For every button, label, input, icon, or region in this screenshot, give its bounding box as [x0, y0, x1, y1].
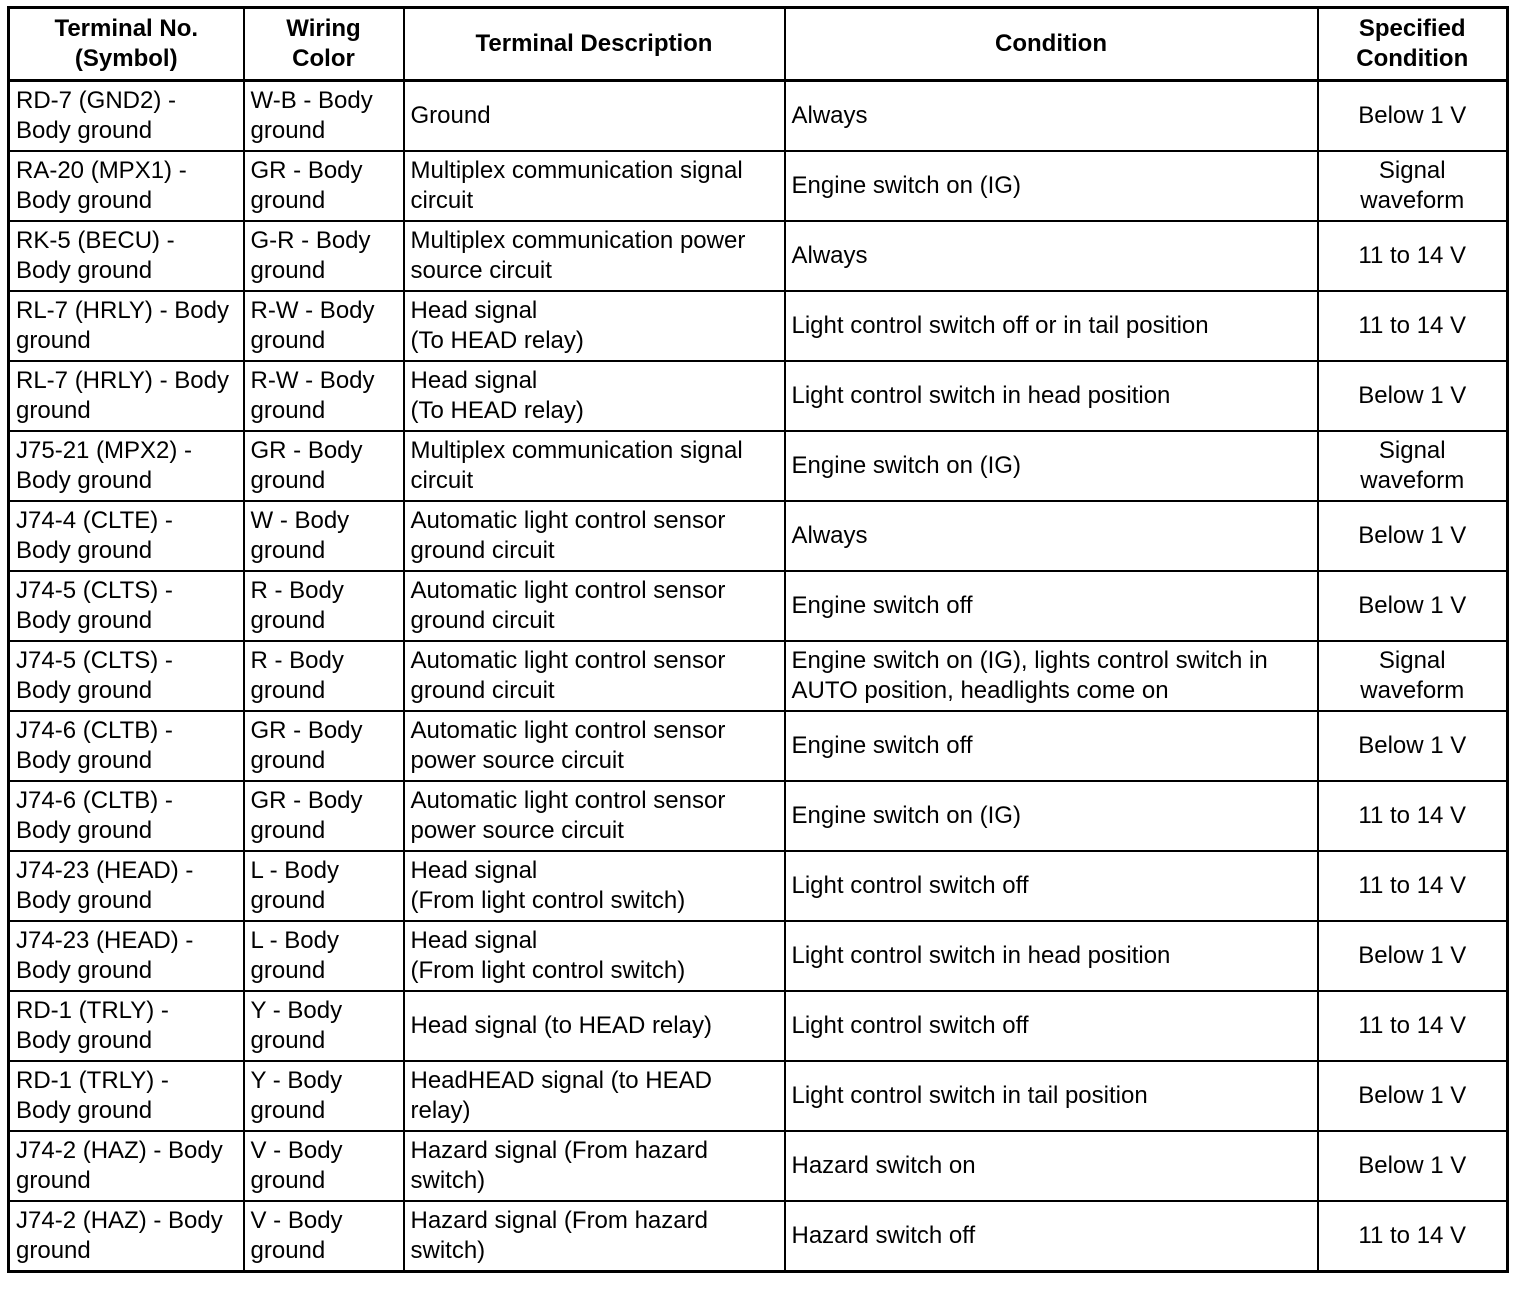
cell-terminal [9, 1061, 244, 1131]
cell-terminal-description [404, 641, 785, 711]
table-row [9, 291, 1508, 361]
header-condition [785, 8, 1318, 81]
cell-terminal-text: RK-5 (BECU) - Body ground [16, 227, 175, 284]
cell-specified-condition [1318, 501, 1508, 571]
cell-terminal-description-text: Multiplex communication signal circuit [410, 157, 743, 214]
cell-specified-condition [1318, 991, 1508, 1061]
cell-wiring-color [244, 571, 404, 641]
cell-terminal [9, 81, 244, 152]
cell-specified-condition-text: Below 1 V [1358, 592, 1467, 619]
cell-specified-condition [1318, 291, 1508, 361]
cell-terminal-text: J74-6 (CLTB) - Body ground [16, 717, 173, 774]
cell-terminal-text: RL-7 (HRLY) - Body ground [16, 367, 229, 424]
header-terminal-no [9, 8, 244, 81]
cell-terminal-description [404, 431, 785, 501]
table-header-row [9, 8, 1508, 81]
cell-condition-text: Always [791, 102, 868, 129]
cell-terminal-description [404, 1201, 785, 1272]
cell-terminal-text: RD-1 (TRLY) - Body ground [16, 1067, 169, 1124]
cell-condition [785, 1061, 1318, 1131]
cell-wiring-color [244, 921, 404, 991]
header-wiring-color-label: Wiring Color [286, 15, 361, 72]
cell-specified-condition-text: Below 1 V [1358, 522, 1467, 549]
cell-wiring-color-text: W - Body ground [250, 507, 350, 564]
cell-terminal-description [404, 571, 785, 641]
cell-specified-condition [1318, 921, 1508, 991]
table-row [9, 921, 1508, 991]
cell-terminal-text: J74-23 (HEAD) - Body ground [16, 927, 194, 984]
header-specified-condition [1318, 8, 1508, 81]
cell-terminal-text: J74-23 (HEAD) - Body ground [16, 857, 194, 914]
cell-terminal [9, 151, 244, 221]
cell-terminal-description [404, 501, 785, 571]
table-row [9, 641, 1508, 711]
cell-specified-condition-text: Signal waveform [1360, 647, 1465, 704]
cell-wiring-color-text: Y - Body ground [250, 1067, 343, 1124]
cell-condition [785, 921, 1318, 991]
cell-terminal-text: J74-6 (CLTB) - Body ground [16, 787, 173, 844]
cell-terminal [9, 291, 244, 361]
cell-condition-text: Engine switch on (IG) [791, 802, 1021, 829]
cell-wiring-color [244, 991, 404, 1061]
cell-terminal [9, 711, 244, 781]
cell-wiring-color [244, 1201, 404, 1272]
cell-specified-condition [1318, 81, 1508, 152]
cell-wiring-color [244, 501, 404, 571]
cell-wiring-color [244, 851, 404, 921]
table-row [9, 781, 1508, 851]
table-row [9, 361, 1508, 431]
cell-condition [785, 151, 1318, 221]
cell-terminal-description-text: Multiplex communication power source circuit [410, 227, 746, 284]
cell-condition [785, 571, 1318, 641]
cell-condition [785, 1201, 1318, 1272]
header-terminal-description [404, 8, 785, 81]
cell-terminal-description [404, 361, 785, 431]
table-row [9, 221, 1508, 291]
cell-terminal-text: J74-5 (CLTS) - Body ground [16, 577, 173, 634]
cell-condition [785, 711, 1318, 781]
cell-terminal [9, 361, 244, 431]
table-row [9, 501, 1508, 571]
cell-specified-condition [1318, 1201, 1508, 1272]
cell-specified-condition-text: Below 1 V [1358, 1082, 1467, 1109]
cell-terminal-description-text: Head signal (From light control switch) [410, 857, 686, 914]
cell-specified-condition-text: Below 1 V [1358, 382, 1467, 409]
table-row [9, 571, 1508, 641]
cell-specified-condition-text: 11 to 14 V [1358, 242, 1467, 269]
cell-specified-condition-text: 11 to 14 V [1358, 802, 1467, 829]
cell-condition [785, 431, 1318, 501]
table-row [9, 81, 1508, 152]
table-row [9, 1131, 1508, 1201]
cell-wiring-color [244, 151, 404, 221]
cell-wiring-color-text: R-W - Body ground [250, 297, 375, 354]
cell-condition-text: Light control switch in tail position [791, 1082, 1148, 1109]
cell-specified-condition-text: 11 to 14 V [1358, 872, 1467, 899]
header-condition-label: Condition [995, 30, 1107, 57]
cell-specified-condition-text: Below 1 V [1358, 1152, 1467, 1179]
cell-terminal [9, 781, 244, 851]
table-row [9, 1061, 1508, 1131]
cell-wiring-color [244, 1061, 404, 1131]
cell-wiring-color-text: GR - Body ground [250, 787, 363, 844]
cell-condition-text: Light control switch off [791, 1012, 1029, 1039]
header-wiring-color [244, 8, 404, 81]
cell-terminal-text: RA-20 (MPX1) - Body ground [16, 157, 187, 214]
cell-terminal-description-text: Hazard signal (From hazard switch) [410, 1137, 708, 1194]
cell-wiring-color-text: GR - Body ground [250, 157, 363, 214]
cell-wiring-color [244, 361, 404, 431]
cell-condition [785, 991, 1318, 1061]
cell-specified-condition [1318, 711, 1508, 781]
cell-condition-text: Engine switch on (IG) [791, 172, 1021, 199]
cell-condition [785, 291, 1318, 361]
cell-terminal [9, 1201, 244, 1272]
table-row [9, 711, 1508, 781]
cell-specified-condition [1318, 431, 1508, 501]
cell-terminal [9, 921, 244, 991]
table-row [9, 431, 1508, 501]
cell-terminal-description-text: Automatic light control sensor ground circuit [410, 507, 726, 564]
cell-wiring-color-text: GR - Body ground [250, 437, 363, 494]
cell-condition-text: Hazard switch on [791, 1152, 976, 1179]
cell-condition [785, 781, 1318, 851]
cell-terminal [9, 1131, 244, 1201]
cell-terminal-description [404, 291, 785, 361]
cell-terminal-text: J74-5 (CLTS) - Body ground [16, 647, 173, 704]
cell-condition [785, 501, 1318, 571]
cell-condition-text: Hazard switch off [791, 1222, 976, 1249]
cell-terminal-description [404, 851, 785, 921]
cell-specified-condition [1318, 1061, 1508, 1131]
header-specified-condition-label: Specified Condition [1356, 15, 1469, 72]
table-body [9, 81, 1508, 1272]
cell-specified-condition [1318, 221, 1508, 291]
cell-wiring-color [244, 291, 404, 361]
cell-terminal [9, 431, 244, 501]
cell-terminal-text: J74-2 (HAZ) - Body ground [16, 1207, 223, 1264]
cell-condition-text: Engine switch on (IG), lights control switch in AUTO position, headlights come on [791, 647, 1268, 704]
cell-terminal [9, 221, 244, 291]
cell-condition [785, 1131, 1318, 1201]
cell-specified-condition [1318, 151, 1508, 221]
cell-terminal-description [404, 711, 785, 781]
cell-wiring-color-text: R-W - Body ground [250, 367, 375, 424]
cell-condition-text: Light control switch off or in tail position [791, 312, 1209, 339]
cell-terminal-description-text: Automatic light control sensor power source circuit [410, 717, 726, 774]
cell-wiring-color [244, 1131, 404, 1201]
cell-wiring-color-text: Y - Body ground [250, 997, 343, 1054]
cell-wiring-color-text: R - Body ground [250, 577, 344, 634]
table-row [9, 151, 1508, 221]
cell-specified-condition [1318, 641, 1508, 711]
cell-condition [785, 641, 1318, 711]
cell-terminal-description [404, 221, 785, 291]
cell-terminal [9, 641, 244, 711]
cell-terminal-text: RD-1 (TRLY) - Body ground [16, 997, 169, 1054]
cell-specified-condition-text: 11 to 14 V [1358, 1012, 1467, 1039]
cell-terminal-description [404, 151, 785, 221]
cell-wiring-color-text: G-R - Body ground [250, 227, 371, 284]
cell-terminal-description-text: HeadHEAD signal (to HEAD relay) [410, 1067, 712, 1124]
cell-terminal-description-text: Head signal (From light control switch) [410, 927, 686, 984]
cell-condition-text: Engine switch on (IG) [791, 452, 1021, 479]
cell-wiring-color [244, 711, 404, 781]
cell-terminal-description-text: Automatic light control sensor ground circuit [410, 647, 726, 704]
cell-terminal [9, 991, 244, 1061]
cell-specified-condition [1318, 361, 1508, 431]
cell-terminal-description-text: Head signal (To HEAD relay) [410, 367, 584, 424]
header-terminal-description-label: Terminal Description [475, 30, 713, 57]
cell-specified-condition-text: 11 to 14 V [1358, 312, 1467, 339]
cell-terminal-text: RL-7 (HRLY) - Body ground [16, 297, 229, 354]
cell-condition-text: Light control switch in head position [791, 382, 1171, 409]
cell-specified-condition [1318, 571, 1508, 641]
cell-terminal-description [404, 991, 785, 1061]
cell-wiring-color-text: GR - Body ground [250, 717, 363, 774]
cell-specified-condition-text: Signal waveform [1360, 437, 1465, 494]
cell-specified-condition [1318, 781, 1508, 851]
cell-condition [785, 221, 1318, 291]
table-row [9, 1201, 1508, 1272]
cell-terminal-description [404, 781, 785, 851]
cell-wiring-color [244, 431, 404, 501]
cell-terminal-text: J75-21 (MPX2) - Body ground [16, 437, 193, 494]
cell-terminal-description-text: Head signal (to HEAD relay) [410, 1012, 712, 1039]
cell-specified-condition-text: 11 to 14 V [1358, 1222, 1467, 1249]
cell-condition-text: Engine switch off [791, 732, 973, 759]
cell-terminal-description-text: Multiplex communication signal circuit [410, 437, 743, 494]
cell-wiring-color-text: V - Body ground [250, 1137, 343, 1194]
cell-condition-text: Light control switch in head position [791, 942, 1171, 969]
cell-wiring-color [244, 81, 404, 152]
cell-terminal-description [404, 1061, 785, 1131]
cell-wiring-color-text: R - Body ground [250, 647, 344, 704]
cell-terminal-description-text: Hazard signal (From hazard switch) [410, 1207, 708, 1264]
cell-terminal-description [404, 921, 785, 991]
cell-terminal-description-text: Ground [410, 102, 491, 129]
cell-condition-text: Engine switch off [791, 592, 973, 619]
cell-condition [785, 361, 1318, 431]
cell-wiring-color-text: L - Body ground [250, 927, 339, 984]
cell-wiring-color-text: L - Body ground [250, 857, 339, 914]
header-terminal-no-label: Terminal No. (Symbol) [54, 15, 199, 72]
cell-wiring-color-text: W-B - Body ground [250, 87, 373, 144]
cell-specified-condition-text: Below 1 V [1358, 942, 1467, 969]
cell-wiring-color [244, 221, 404, 291]
cell-terminal-description [404, 1131, 785, 1201]
cell-wiring-color-text: V - Body ground [250, 1207, 343, 1264]
cell-terminal-description [404, 81, 785, 152]
cell-specified-condition [1318, 851, 1508, 921]
cell-terminal [9, 501, 244, 571]
cell-terminal-text: RD-7 (GND2) - Body ground [16, 87, 176, 144]
cell-terminal-text: J74-4 (CLTE) - Body ground [16, 507, 173, 564]
table-row [9, 851, 1508, 921]
cell-terminal-description-text: Head signal (To HEAD relay) [410, 297, 584, 354]
cell-terminal-text: J74-2 (HAZ) - Body ground [16, 1137, 223, 1194]
cell-condition-text: Always [791, 242, 868, 269]
cell-condition [785, 81, 1318, 152]
cell-specified-condition-text: Signal waveform [1360, 157, 1465, 214]
cell-terminal [9, 571, 244, 641]
cell-terminal [9, 851, 244, 921]
cell-condition [785, 851, 1318, 921]
cell-specified-condition [1318, 1131, 1508, 1201]
terminal-check-table [7, 6, 1509, 1273]
cell-terminal-description-text: Automatic light control sensor ground circuit [410, 577, 726, 634]
cell-condition-text: Light control switch off [791, 872, 1029, 899]
cell-specified-condition-text: Below 1 V [1358, 102, 1467, 129]
cell-wiring-color [244, 641, 404, 711]
cell-terminal-description-text: Automatic light control sensor power source circuit [410, 787, 726, 844]
table-row [9, 991, 1508, 1061]
cell-specified-condition-text: Below 1 V [1358, 732, 1467, 759]
cell-condition-text: Always [791, 522, 868, 549]
cell-wiring-color [244, 781, 404, 851]
